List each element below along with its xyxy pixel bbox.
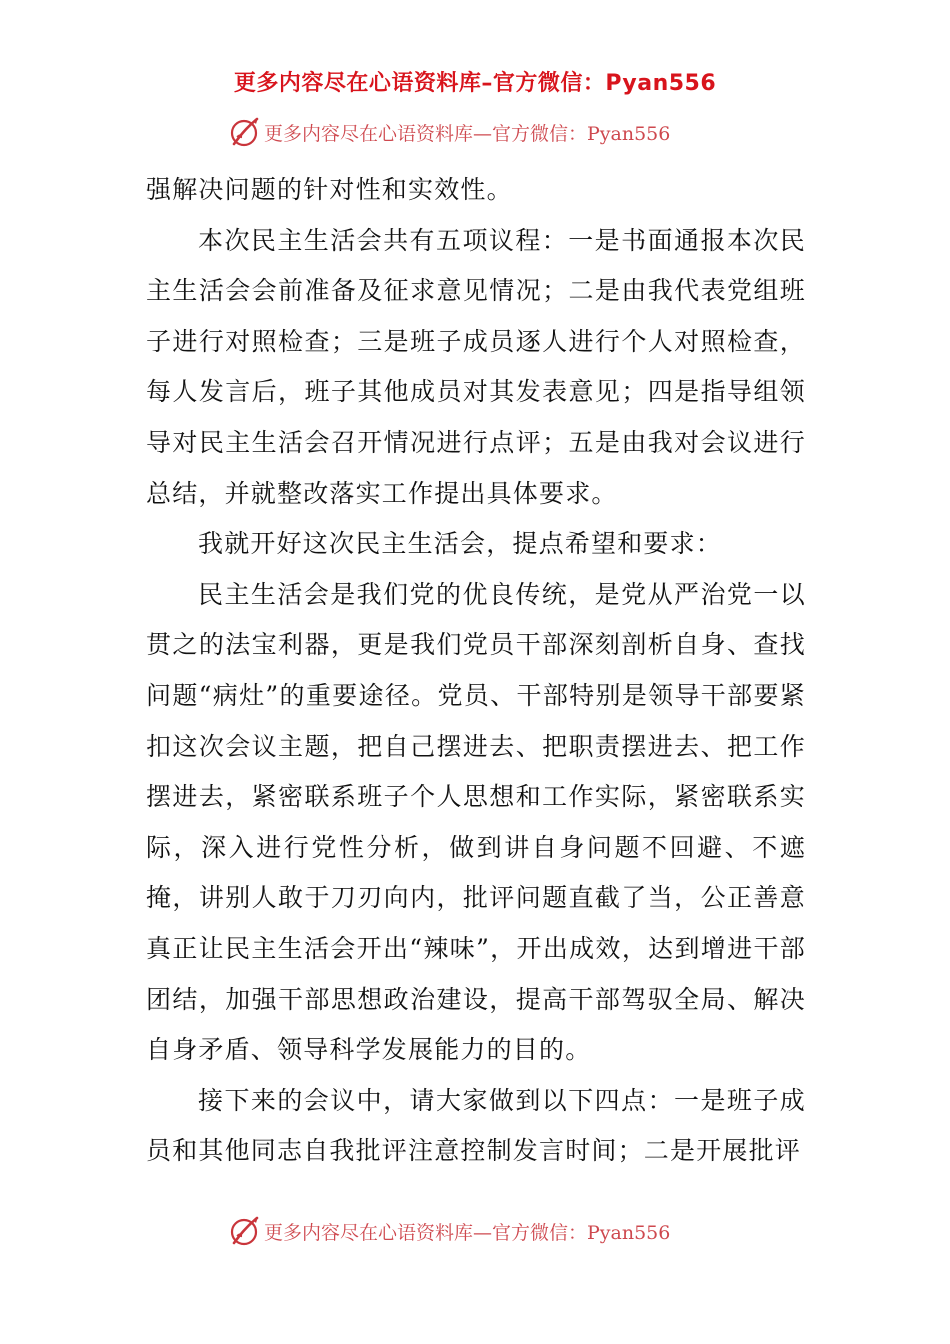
watermark-text: 更多内容尽在心语资料库—官方微信：Pyan556 — [264, 1221, 671, 1244]
watermark-top — [228, 115, 670, 149]
document-body — [146, 165, 806, 1177]
paragraph: 强解决问题的针对性和实效性。 — [146, 175, 513, 204]
paragraph: 接下来的会议中，请大家做到以下四点：一是班子成员和其他同志自我批评注意控制发言时间；二是开展批评 — [146, 1085, 806, 1166]
paragraph: 我就开好这次民主生活会，提点希望和要求： — [198, 529, 723, 559]
watermark-text: 更多内容尽在心语资料库—官方微信：Pyan556 — [264, 122, 671, 145]
paragraph: 民主生活会是我们党的优良传统，是党从严治党一以贯之的法宝利器，更是我们党员干部深刻剖析自身、查找问题“病灶”的重要途径。党员、干部特别是领导干部要紧扣这次会议主题，把自己摆进去、把职责摆进去、把工作摆进去，紧密联系班子个人思想和工作实际，紧密联系实际，深入进行党性分析，做到讲自身问题不回避、不遮掩，讲别人敢于刀刃向内，批评问题直截了当，公正善意真正让民主生活会开出“辣味”，开出成效，达到增进干部团结，加强干部思想政治建设，提高干部驾驭全局、解决自身矛盾、领导科学发展能力的目的。 — [146, 579, 806, 1065]
paragraph: 本次民主生活会共有五项议程：一是书面通报本次民主生活会会前准备及征求意见情况；二是由我代表党组班子进行对照检查；三是班子成员逐人进行个人对照检查，每人发言后，班子其他成员对其发表意见；四是指导组领导对民主生活会召开情况进行点评；五是由我对会议进行总结，并就整改落实工作提出具体要求。 — [146, 225, 806, 508]
pen-circle-logo-icon — [228, 1215, 260, 1247]
header-banner: 更多内容尽在心语资料库–官方微信：Pyan556 — [233, 71, 717, 96]
pen-circle-logo-icon — [228, 116, 260, 148]
watermark-bottom — [228, 1214, 670, 1248]
